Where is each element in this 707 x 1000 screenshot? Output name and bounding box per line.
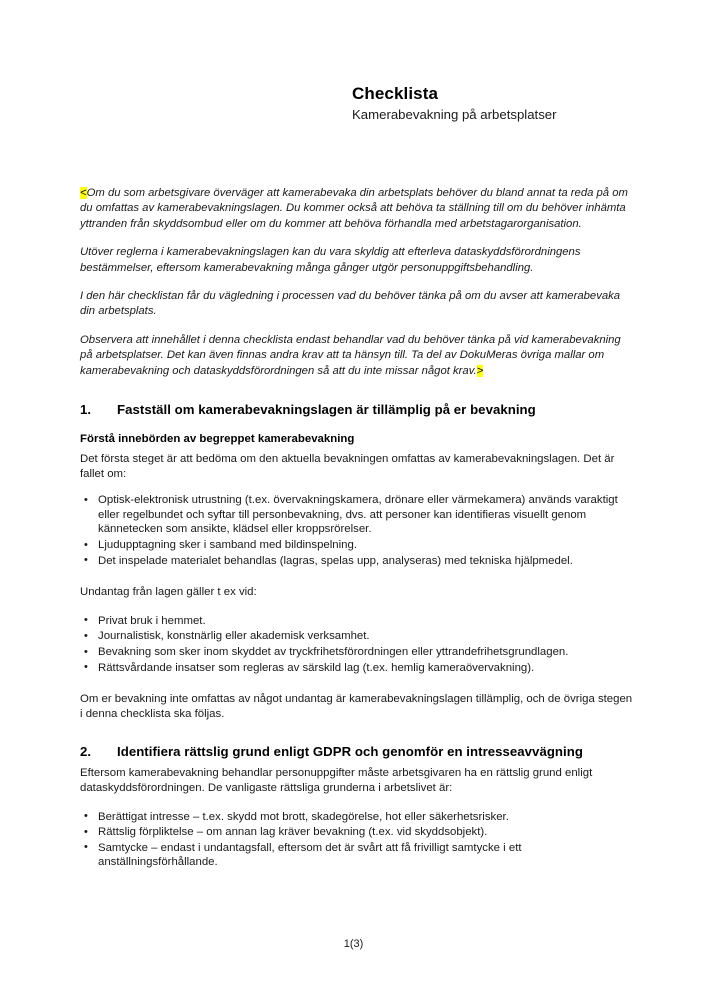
spacer <box>80 676 636 692</box>
spacer <box>80 796 636 810</box>
spacer <box>80 379 636 401</box>
list-item: • Rättsvårdande insatser som regleras av särskild lag (t.ex. hemlig kameraövervakning). <box>80 661 636 676</box>
list-item: • Privat bruk i hemmet. <box>80 614 636 629</box>
list-item: • Berättigat intresse – t.ex. skydd mot brott, skadegörelse, hot eller säkerhetsrisker. <box>80 810 636 825</box>
list-item: • Samtycke – endast i undantagsfall, eftersom det är svårt att få frivilligt samtycke i ett anställningsförhållande. <box>80 841 636 870</box>
spacer <box>80 481 636 493</box>
section-2-heading <box>80 743 636 760</box>
page-subtitle: Kamerabevakning på arbetsplatser <box>352 107 557 122</box>
list-item: • Optisk-elektronisk utrustning (t.ex. övervakningskamera, drönare eller värmekamera) används varaktigt eller regelbundet och syftar till personbevakning, dvs. att personer kan identifieras visuellt genom kännetecken som ansikte, klädsel eller kroppsrörelser. <box>80 493 636 537</box>
highlight-open-marker: < <box>80 187 87 199</box>
page-number: 1(3) <box>343 938 364 950</box>
highlight-close-marker: > <box>476 364 484 377</box>
intro-paragraph-3: I den här checklistan får du vägledning i processen vad du behöver tänka på om du avser att kamerabevaka din arbetsplats. <box>80 290 621 318</box>
intro-paragraph-2: Utöver reglerna i kamerabevakningslagen kan du vara skyldig att efterleva dataskyddsförordningens bestämmelser, eftersom kamerabevakning många gånger utgör personuppgiftsbehandling. <box>80 246 581 274</box>
list-item: • Journalistisk, konstnärlig eller akademisk verksamhet. <box>80 629 636 644</box>
section-2-heading-text: Identifiera rättslig grund enligt GDPR och genomför en intresseavvägning <box>117 744 583 760</box>
page-title: Checklista <box>352 84 439 103</box>
document-body <box>80 186 636 871</box>
intro-paragraph-1-text: Om du som arbetsgivare överväger att kamerabevaka din arbetsplats behöver du bland annat ta reda på om du omfattas av kamerabevakningslagen. Du kommer också att behöva ta ställning till om du behöver inhämta yttranden från skyddsombud eller om du kommer att behöva förhandla med arbetstagarorganisation. <box>80 187 628 230</box>
section-1-intro-paragraph: Det första steget är att bedöma om den aktuella bevakningen omfattas av kamerabevakningslagen. Det är fallet om: <box>80 453 615 480</box>
section-2-bullet-list-primary <box>80 810 636 870</box>
list-item: • Det inspelade materialet behandlas (lagras, spelas upp, analyseras) med tekniska hjälpmedel. <box>80 554 636 569</box>
spacer <box>80 721 636 743</box>
section-1-bullet-list-secondary <box>80 614 636 675</box>
page-footer <box>0 937 707 951</box>
list-item: • Rättslig förpliktelse – om annan lag kräver bevakning (t.ex. vid skyddsobjekt). <box>80 825 636 840</box>
intro-paragraph-1 <box>80 186 636 232</box>
spacer <box>80 600 636 614</box>
list-item: • Ljudupptagning sker i samband med bildinspelning. <box>80 538 636 553</box>
section-1-subheading: Förstå innebörden av begreppet kamerabevakning <box>80 433 355 446</box>
intro-block <box>80 186 636 379</box>
section-2-intro-paragraph: Eftersom kamerabevakning behandlar personuppgifter måste arbetsgivaren ha en rättslig grund enligt dataskyddsförordningen. De vanligaste rättsliga grunderna i arbetslivet är: <box>80 767 593 794</box>
document-header <box>352 84 652 123</box>
spacer <box>80 569 636 585</box>
section-1-secondary-lead: Undantag från lagen gäller t ex vid: <box>80 586 257 599</box>
section-1-heading <box>80 401 636 418</box>
intro-paragraph-4 <box>80 333 636 379</box>
intro-paragraph-4-text: Observera att innehållet i denna checklista endast behandlar vad du behöver tänka på vid kamerabevakning på arbetsplatser. Det kan även finnas andra krav att ta hänsyn till. Ta del av DokuMeras övriga mallar om kamerabevakning och dataskyddsförordningen så att du inte missar något krav. <box>80 333 621 377</box>
section-2-number: 2. <box>80 744 92 760</box>
section-1-number: 1. <box>80 402 92 418</box>
section-1-bullet-list-primary <box>80 493 636 568</box>
spacer <box>80 418 636 432</box>
section-1-closing-paragraph: Om er bevakning inte omfattas av något undantag är kamerabevakningslagen tillämplig, och de övriga stegen i denna checklista ska följas. <box>80 693 633 720</box>
section-1-heading-text: Fastställ om kamerabevakningslagen är tillämplig på er bevakning <box>117 402 536 418</box>
list-item: • Bevakning som sker inom skyddet av tryckfrihetsförordningen eller yttrandefrihetsgrundlagen. <box>80 645 636 660</box>
